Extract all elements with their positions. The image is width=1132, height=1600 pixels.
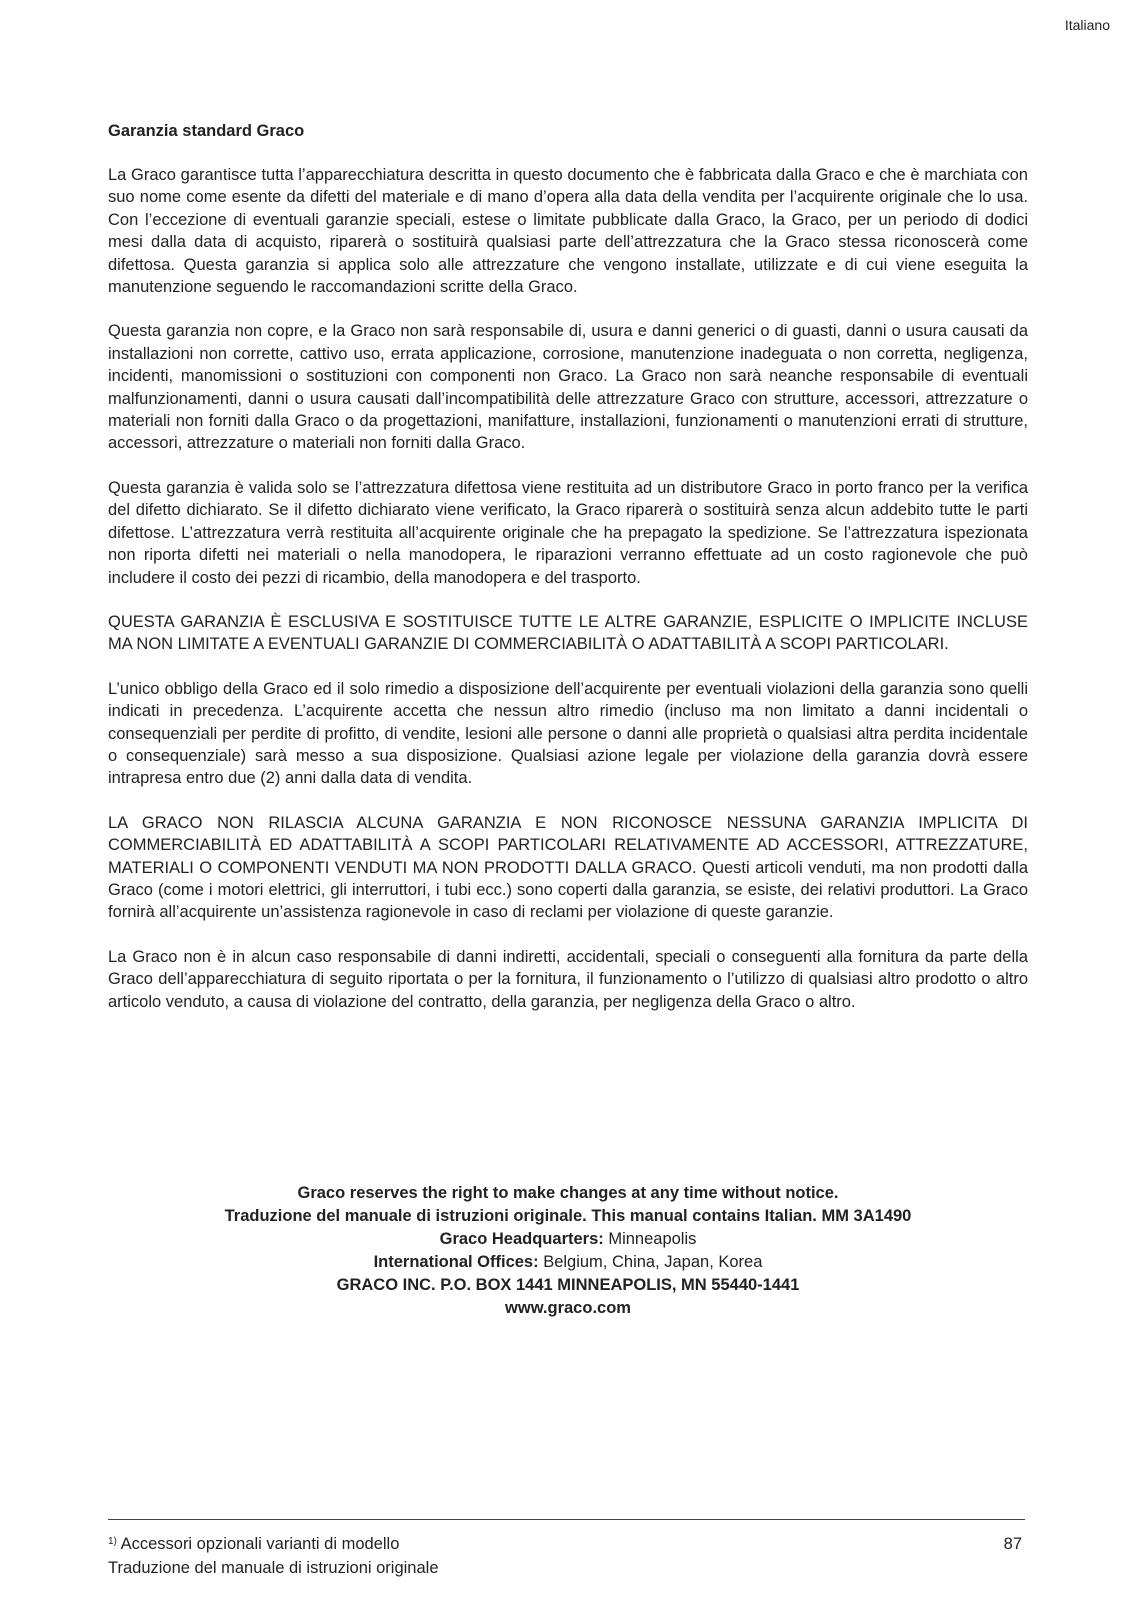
website-link[interactable]: www.graco.com [505, 1299, 631, 1317]
warranty-paragraph: Questa garanzia non copre, e la Graco non sarà responsabile di, usura e danni generici o di guasti, danni o usura causati da installazioni non corrette, cattivo uso, errata applicazione, corrosione, manutenzione inadeguata o non corretta, negligenza, incidenti, manomissioni o sostituzioni con componenti non Graco. La Graco non sarà neanche responsabile di eventuali malfunzionamenti, danni o usura causati dall’incompatibilità delle attrezzature Graco con strutture, accessori, attrezzature o materiali non forniti dalla Graco o da progettazioni, manifatture, installazioni, funzionamenti o manutenzioni errati di strutture, accessori, attrezzature o materiali non forniti dalla Graco. [108, 322, 1028, 453]
warranty-paragraph: QUESTA GARANZIA È ESCLUSIVA E SOSTITUISCE TUTTE LE ALTRE GARANZIE, ESPLICITE O IMPLICITE INCLUSE MA NON LIMITATE A EVENTUALI GARANZIE DI COMMERCIABILITÀ O ADATTABILITÀ A SCOPI PARTICOLARI. [108, 612, 1028, 654]
footer-subtitle: Traduzione del manuale di istruzioni originale [108, 1559, 439, 1577]
warranty-paragraph: LA GRACO NON RILASCIA ALCUNA GARANZIA E NON RICONOSCE NESSUNA GARANZIA IMPLICITA DI COMMERCIABILITÀ ED ADATTABILITÀ A SCOPI PARTICOLARI RELATIVAMENTE AD ACCESSORI, ATTREZZATURE, MATERIALI O COMPONENTI VENDUTI MA NON PRODOTTI DALLA GRACO. Questi articoli venduti, ma non prodotti dalla Graco (come i motori elettrici, gli interruttori, i tubi ecc.) sono coperti dalla garanzia, se esiste, dei relativi produttori. La Graco fornirà all’acquirente un’assistenza ragionevole in caso di reclami per violazione di queste garanzie. [108, 813, 1028, 922]
warranty-paragraph: L’unico obbligo della Graco ed il solo rimedio a disposizione dell’acquirente per eventuali violazioni della garanzia sono quelli indicati in precedenza. L’acquirente accetta che nessun altro rimedio (incluso ma non limitato a danni incidentali o consequenziali per perdite di profitto, di vendite, lesioni alle persone o danni alle proprietà o qualsiasi altra perdita incidentale o consequenziale) sarà messo a sua disposizione. Qualsiasi azione legale per violazione della garanzia dovrà essere intrapresa entro due (2) anni dalla data di vendita. [108, 679, 1028, 788]
warranty-section [108, 120, 1028, 1035]
hq-value: Minneapolis [603, 1230, 697, 1248]
page-number: 87 [1003, 1535, 1022, 1553]
footnote [108, 1532, 439, 1556]
notice-line: Graco reserves the right to make changes at any time without notice. [297, 1184, 839, 1202]
hq-label: Graco Headquarters: [439, 1230, 604, 1248]
hq-line [108, 1228, 1028, 1251]
warranty-paragraph: La Graco garantisce tutta l’apparecchiatura descritta in questo documento che è fabbricata dalla Graco e che è marchiata con suo nome come esente da difetti del materiale e di mano d’opera alla data della vendita per l’acquirente originale che lo usa. Con l’eccezione di eventuali garanzie speciali, estese o limitate pubblicate dalla Graco, la Graco, per un periodo di dodici mesi dalla data di acquisto, riparerà o sostituirà qualsiasi parte dell’attrezzatura che la Graco stessa riconoscerà come difettosa. Questa garanzia si applica solo alle attrezzature che vengono installate, utilizzate e di cui viene eseguita la manutenzione seguendo le raccomandazioni scritte della Graco. [108, 166, 1028, 297]
warranty-paragraph: La Graco non è in alcun caso responsabile di danni indiretti, accidentali, speciali o conseguenti alla fornitura da parte della Graco dell’apparecchiatura di seguito riportata o per la fornitura, il funzionamento o l’utilizzo di qualsiasi altro prodotto o altro articolo venduto, a causa di violazione del contratto, della garanzia, per negligenza della Graco o altro. [108, 947, 1028, 1011]
footnote-mark: 1) [108, 1536, 117, 1547]
intl-line [108, 1251, 1028, 1274]
warranty-paragraph: Questa garanzia è valida solo se l’attrezzatura difettosa viene restituita ad un distributore Graco in porto franco per la verifica del difetto dichiarato. Se il difetto dichiarato viene verificato, la Graco riparerà o sostituirà senza alcun addebito tutte le parti difettose. L’attrezzatura verrà restituita all’acquirente originale che ha prepagato la spedizione. Se l’attrezzatura ispezionata non riporta difetti nei materiali o nella manodopera, le riparazioni verranno effettuate ad un costo ragionevole che può includere il costo dei pezzi di ricambio, della manodopera e del trasporto. [108, 478, 1028, 587]
intl-value: Belgium, China, Japan, Korea [538, 1253, 763, 1271]
footer-divider [108, 1519, 1025, 1520]
language-label: Italiano [1064, 17, 1110, 33]
footer-left [108, 1532, 439, 1580]
warranty-title: Garanzia standard Graco [108, 122, 305, 140]
footnote-text: Accessori opzionali varianti di modello [116, 1535, 400, 1553]
intl-label: International Offices: [373, 1253, 539, 1271]
company-info [108, 1182, 1028, 1320]
translation-note: Traduzione del manuale di istruzioni originale. This manual contains Italian. MM 3A1490 [224, 1207, 912, 1225]
address-line: GRACO INC. P.O. BOX 1441 MINNEAPOLIS, MN 55440-1441 [336, 1276, 800, 1294]
